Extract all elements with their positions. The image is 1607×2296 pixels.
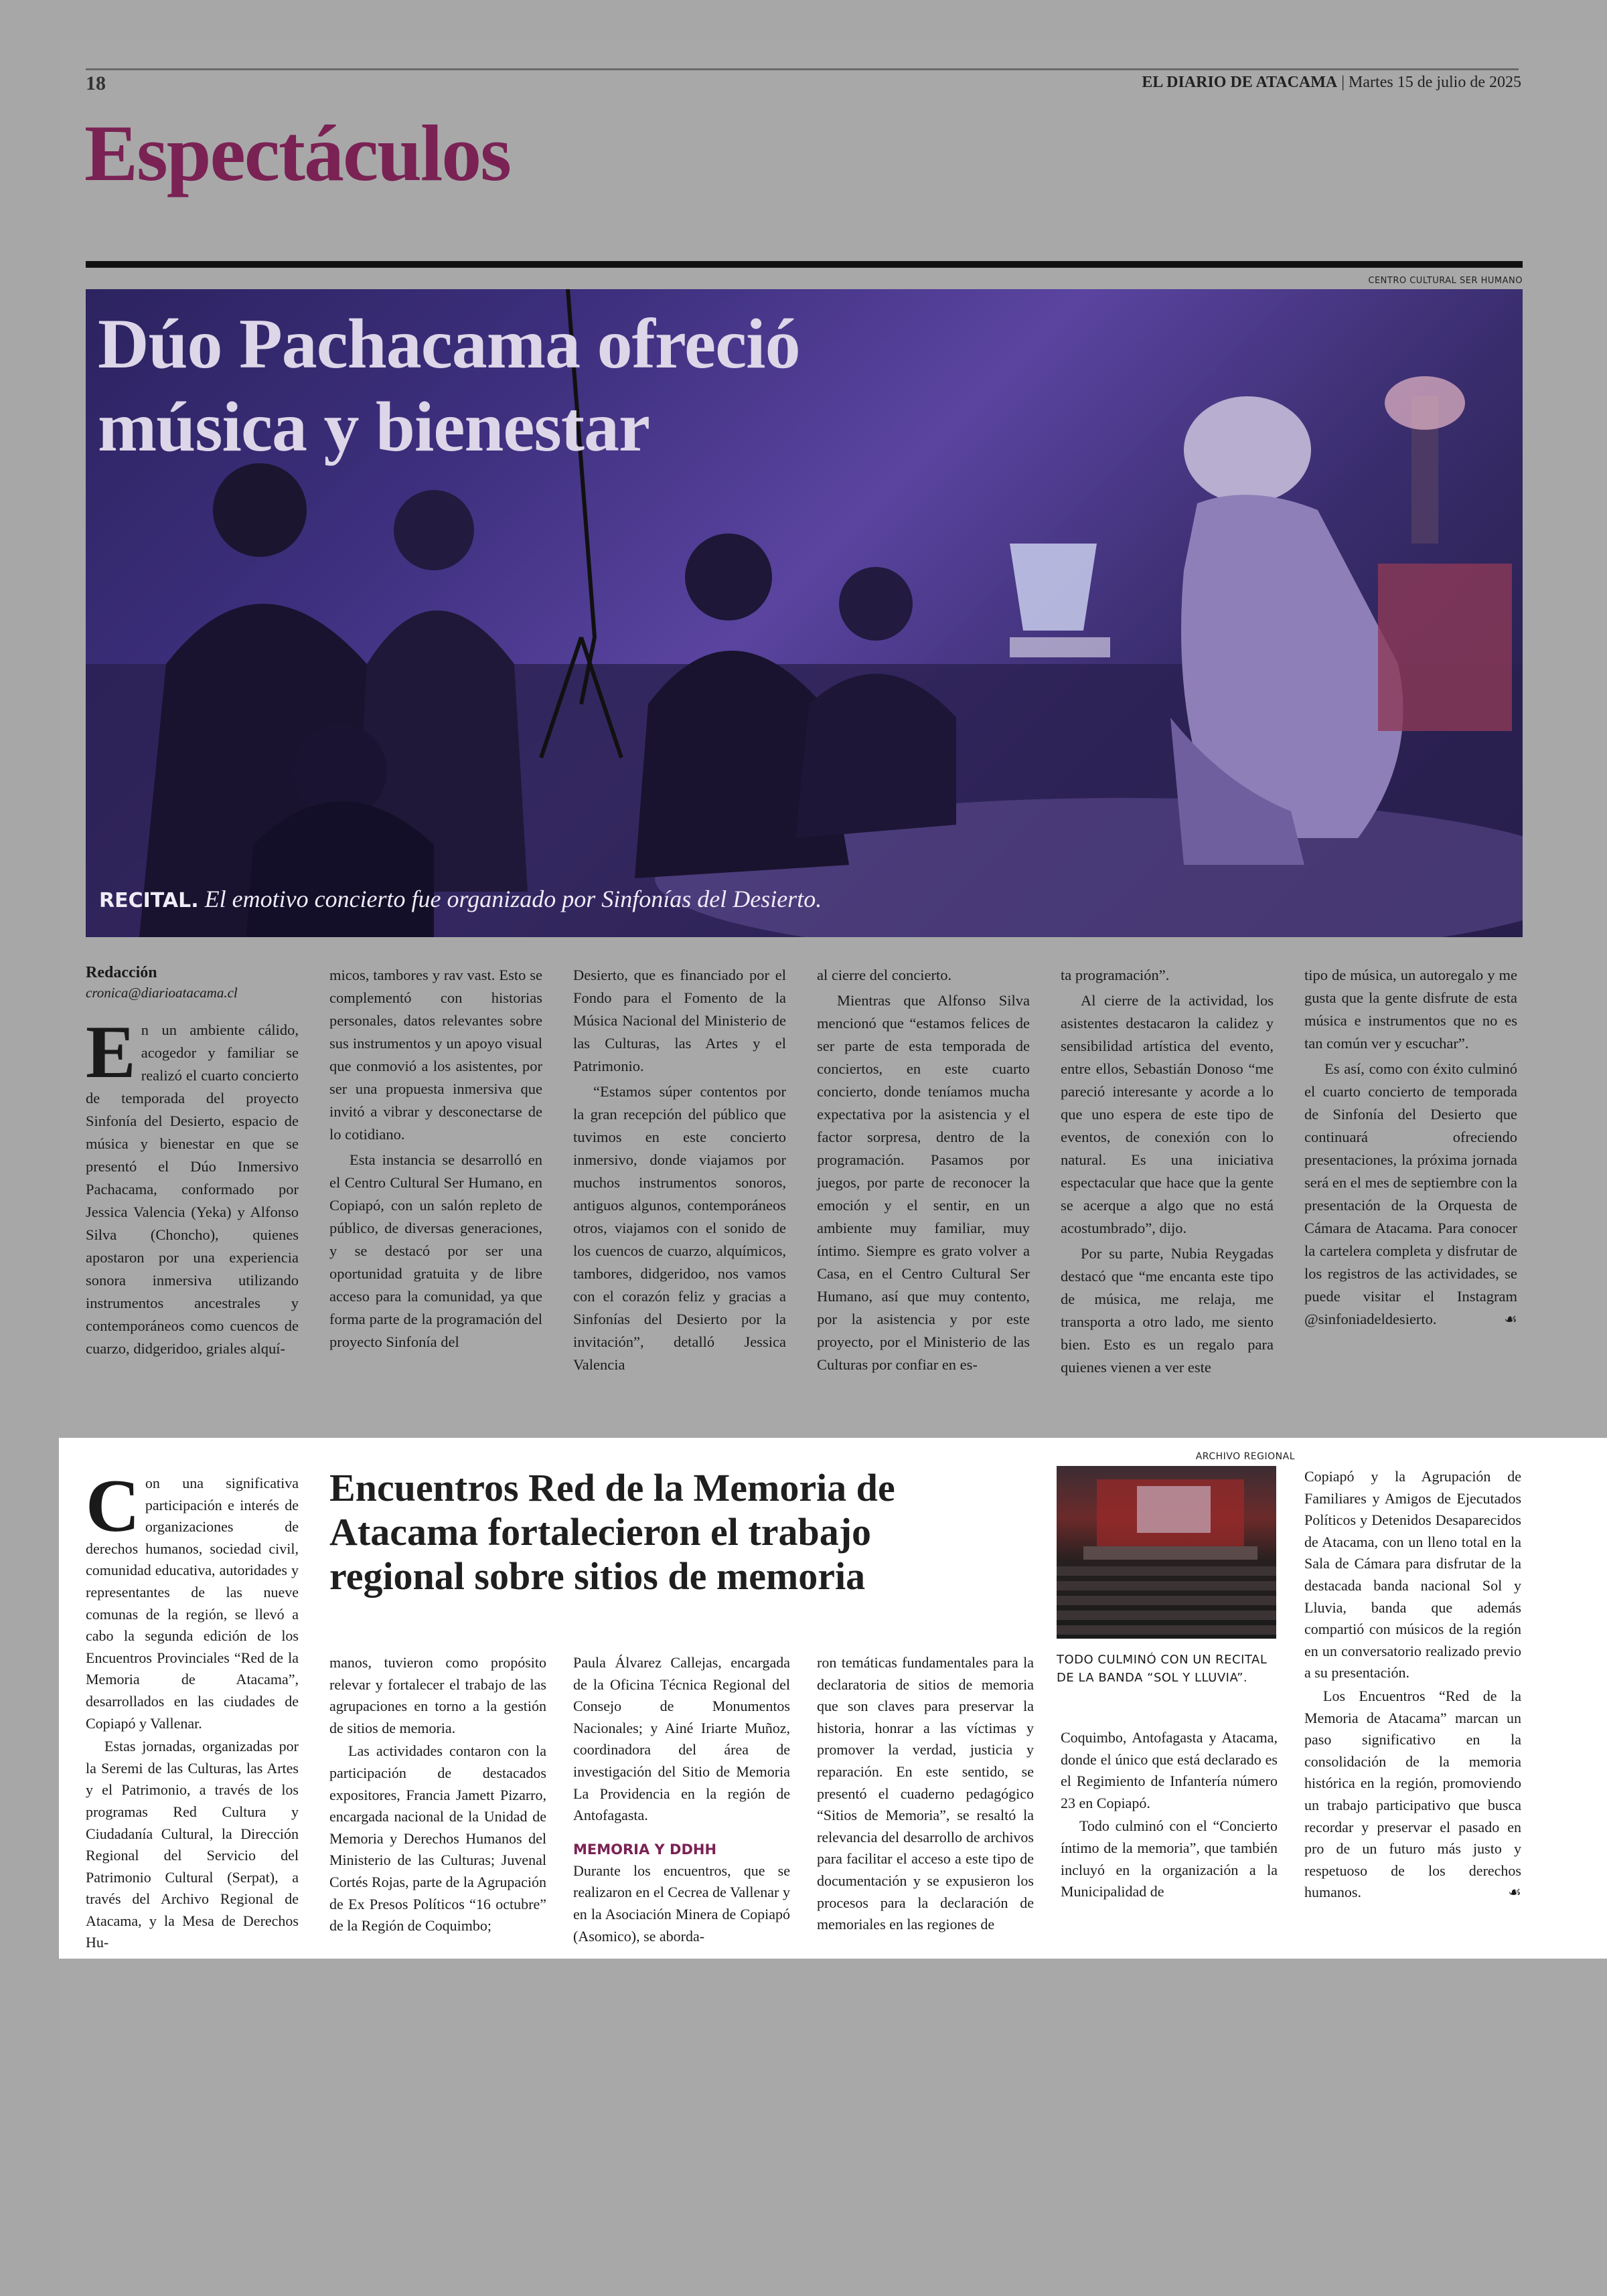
- article1-column-4: [817, 964, 1030, 1379]
- paragraph: En un ambiente cálido, acogedor y familiar se realizó el cuarto concierto de temporada del proyecto Sinfonía del Desierto, espacio de música y bienestar en que se presentó el Dúo Inmersivo Pachacama, conformado por Jessica Valencia (Yeka) y Alfonso Silva (Choncho), quienes apostaron por una experiencia sonora inmersiva utilizando instrumentos ancestrales y contemporáneos como cuencos de cuarzo, didgeridoo, griales alquí-: [86, 1011, 299, 1357]
- article2-column-1: [86, 1465, 299, 1955]
- end-mark-icon: ☙: [1504, 1311, 1517, 1327]
- memoria-article-box: [59, 1438, 1607, 1959]
- photo-credit: ARCHIVO REGIONAL: [1195, 1451, 1295, 1462]
- photo-credit: CENTRO CULTURAL SER HUMANO: [1368, 276, 1523, 286]
- paragraph: ron temáticas fundamentales para la declaratoria de sitios de memoria que son claves para preservar la historia, honrar a las víctimas y promover la verdad, justicia y reparación. En este sentido, se presentó el cuaderno pedagógico “Sitios de Memoria”, se resaltó la relevancia del desarrollo de archivos para facilitar el acceso a este tipo de documentación y se expusieron los procesos para la declaración de memoriales en las regiones de: [817, 1654, 1034, 1933]
- paragraph: Copiapó y la Agrupación de Familiares y Amigos de Ejecutados Políticos y Detenidos Desaparecidos de Atacama, con un lleno total en la Sala de Cámara para disfrutar de la destacada banda nacional Sol y Lluvia, banda que además compartió con músicos de la región en un conversatorio realizado previo a su presentación.: [1304, 1468, 1521, 1682]
- subheading: MEMORIA Y DDHH: [573, 1841, 717, 1858]
- paragraph: Los Encuentros “Red de la Memoria de Atacama” marcan un paso significativo en la consolidación de la memoria histórica en la región, promoviendo un trabajo participativo que busca recordar y preservar el pasado en pro de un futuro más justo y respetuoso de los derechos humanos. ☙: [1304, 1686, 1521, 1904]
- article2-column-5: [1061, 1727, 1278, 1904]
- paragraph: Estas jornadas, organizadas por la Seremi de las Culturas, las Artes y el Patrimonio, a través de los programas Red Cultura y Ciudadanía Cultural, la Dirección Regional del Servicio del Patrimonio Cultural (Serpat), a través del Archivo Regional de Atacama, y la Mesa de Derechos Hu-: [86, 1738, 299, 1951]
- newspaper-name: EL DIARIO DE ATACAMA: [1142, 74, 1338, 91]
- paragraph: Paula Álvarez Callejas, encargada de la Oficina Técnica Regional del Consejo de Monumentos Nacionales; y Ainé Iriarte Muñoz, coordinadora del área de investigación del Sitio de Memoria La Providencia en la región de Antofagasta.: [573, 1654, 790, 1824]
- newspaper-page: [59, 40, 1607, 2296]
- section-title: Espectáculos: [84, 108, 510, 197]
- paragraph: ta programación”.: [1061, 967, 1170, 983]
- headline-line-2: música y bienestar: [98, 388, 650, 466]
- paragraph: Por su parte, Nubia Reygadas destacó que “me encanta este tipo de música, me relaja, me transporta a otro lado, me siento bien. Esto es un regalo para quienes vienen a ver este: [1061, 1245, 1274, 1376]
- page-number: 18: [86, 72, 106, 94]
- end-mark-icon: ☙: [1508, 1884, 1521, 1901]
- article2-column-6: [1304, 1466, 1521, 1905]
- article2-column-3: [573, 1652, 790, 1949]
- paragraph: Desierto, que es financiado por el Fondo para el Fomento de la Música Nacional del Ministerio de las Culturas, las Artes y el Patrimonio.: [573, 967, 786, 1074]
- headline-line-2: Atacama fortalecieron el trabajo: [329, 1510, 872, 1554]
- paragraph: Coquimbo, Antofagasta y Atacama, donde el único que está declarado es el Regimiento de Infantería número 23 en Copiapó.: [1061, 1729, 1278, 1811]
- photo-caption: TODO CULMINÓ CON UN RECITAL DE LA BANDA “SOL Y LLUVIA”.: [1057, 1653, 1268, 1685]
- concert-hall-illustration: [1057, 1466, 1276, 1639]
- article2-column-4: [817, 1652, 1034, 1937]
- concert-hall-photo: [1057, 1466, 1276, 1639]
- article1-column-6: [1304, 964, 1517, 1333]
- paragraph: Al cierre de la actividad, los asistentes destacaron la calidez y sensibilidad artística del evento, entre ellos, Sebastián Donoso “me pareció interesante y acorde a lo que uno espera de este tipo de eventos, de conexión con lo natural. Es una iniciativa espectacular que hace que la gente se acerque a algo que no está acostumbrado”, dijo.: [1061, 992, 1274, 1236]
- issue-date: Martes 15 de julio de 2025: [1349, 74, 1521, 91]
- paragraph: manos, tuvieron como propósito relevar y fortalecer el trabajo de las agrupaciones en torno a la gestión de sitios de memoria.: [329, 1654, 546, 1736]
- top-rule: [86, 68, 1519, 70]
- drop-cap: E: [86, 1011, 136, 1094]
- paragraph: micos, tambores y rav vast. Esto se complementó con historias personales, datos relevantes sobre sus instrumentos y un apoyo visual que conmovió a los asistentes, por ser una propuesta inmersiva que invitó a vibrar y desconectarse de lo cotidiano.: [329, 967, 542, 1143]
- article1-column-2: [329, 964, 542, 1356]
- masthead: EL DIARIO DE ATACAMA | Martes 15 de julio de 2025: [1142, 74, 1521, 91]
- article2-headline: [329, 1466, 959, 1598]
- article2-column-2: [329, 1652, 546, 1939]
- paragraph: Durante los encuentros, que se realizaron en el Cecrea de Vallenar y en la Asociación Minera de Copiapó (Asomico), se aborda-: [573, 1862, 790, 1945]
- author-email-link[interactable]: cronica@diarioatacama.cl: [86, 985, 238, 1001]
- byline: Redacción: [86, 964, 157, 981]
- drop-cap: C: [86, 1465, 140, 1548]
- paragraph: “Estamos súper contentos por la gran recepción del público que tuvimos en este concierto inmersivo, donde viajamos por muchos instrumentos sonoros, antiguos algunos, contemporáneos otros, viajamos con el sonido de los cuencos de cuarzo, alquímicos, tambores, didgeridoo, nos vamos con el corazón feliz y gracias a Sinfonías del Desierto por la invitación”, detalló Jessica Valencia: [573, 1083, 786, 1373]
- article1-column-5: [1061, 964, 1274, 1382]
- paragraph: Mientras que Alfonso Silva mencionó que “estamos felices de ser parte de esta temporada de conciertos, en este cuarto concierto, donde teníamos mucha expectativa por la asistencia y el factor sorpresa, dentro de la programación. Pasamos por juegos, por parte de reconocer la emoción y el sentir, en un ambiente muy familiar, muy íntimo. Siempre es grato volver a Casa, en el Centro Cultural Ser Humano, así que muy contento, por la asistencia y por este proyecto, por el Ministerio de las Culturas por confiar en es-: [817, 992, 1030, 1373]
- paragraph: Es así, como con éxito culminó el cuarto concierto de temporada de Sinfonía del Desierto que continuará ofreciendo presentaciones, la próxima jornada será en el mes de septiembre con la presentación de la Orquesta de Cámara de Atacama. Para conocer la cartelera completa y disfrutar de los registros de las actividades, se puede visitar el Instagram @sinfoniadeldesierto. ☙: [1304, 1058, 1517, 1331]
- article1-column-1: [86, 964, 299, 1363]
- headline: [98, 303, 800, 469]
- concert-photo: [86, 289, 1523, 937]
- paragraph: Las actividades contaron con la participación de destacados expositores, Francia Jamett Pizarro, encargada nacional de la Unidad de Memoria y Derechos Humanos del Ministerio de las Culturas; Juvenal Cortés Rojas, parte de la Agrupación de Ex Presos Políticos “16 octubre” de la Región de Coquimbo;: [329, 1742, 546, 1935]
- headline-line-1: Dúo Pachacama ofreció: [98, 305, 800, 383]
- paragraph: Con una significativa participación e interés de organizaciones de derechos humanos, sociedad civil, comunidad educativa, autoridades y representantes de las nueve comunas de la región, se llevó a cabo la segunda edición de los Encuentros Provinciales “Red de la Memoria de Atacama”, desarrollados en las ciudades de Copiapó y Vallenar.: [86, 1465, 299, 1732]
- caption-lead: RECITAL.: [99, 889, 199, 912]
- photo-caption: [99, 885, 822, 913]
- paragraph: Todo culminó con el “Concierto íntimo de la memoria”, que también incluyó en la organización a la Municipalidad de: [1061, 1817, 1278, 1900]
- headline-line-3: regional sobre sitios de memoria: [329, 1554, 866, 1598]
- article1-column-3: [573, 964, 786, 1379]
- section-rule: [86, 261, 1523, 268]
- paragraph: al cierre del concierto.: [817, 967, 952, 983]
- paragraph: Esta instancia se desarrolló en el Centro Cultural Ser Humano, en Copiapó, con un salón repleto de público, de diversas generaciones, y se destacó por ser una oportunidad gratuita y de libre acceso para la comunidad, ya que forma parte de la programación del proyecto Sinfonía del: [329, 1151, 542, 1350]
- paragraph: tipo de música, un autoregalo y me gusta que la gente disfrute de esta música e instrumentos que no es tan común ver y escuchar”.: [1304, 967, 1517, 1052]
- caption-text: El emotivo concierto fue organizado por Sinfonías del Desierto.: [204, 886, 822, 912]
- headline-line-1: Encuentros Red de la Memoria de: [329, 1466, 895, 1509]
